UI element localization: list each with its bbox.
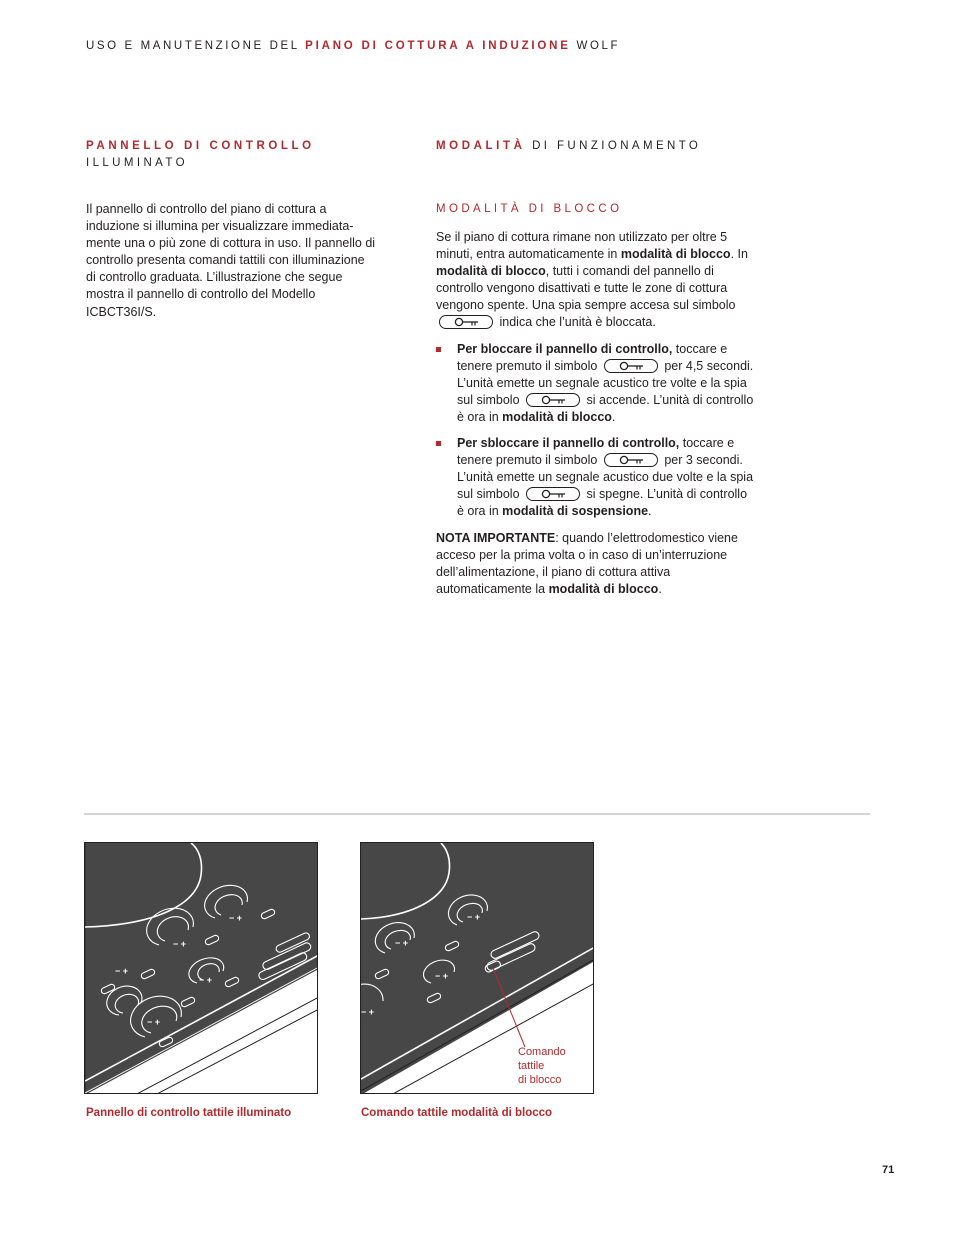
left-paragraph [86, 201, 416, 321]
right-body [436, 229, 754, 598]
cooktop-panel-drawing [85, 843, 318, 1094]
right-title-bold: MODALITÀ [436, 140, 526, 152]
page-number: 71 [882, 1164, 895, 1176]
steps-list [436, 341, 754, 521]
callout-line: di blocco [518, 1074, 562, 1086]
bullet-text: si accende. L’unità di controllo è ora in [457, 392, 754, 424]
lock-callout [518, 1045, 566, 1087]
bullet-square-icon [436, 441, 441, 446]
intro-text: indica che l’unità è bloccata. [499, 315, 656, 330]
right-section-title [436, 138, 701, 155]
note-bold: NOTA IMPORTANTE [436, 530, 556, 545]
callout-line: tattile [518, 1060, 545, 1072]
note-text: : quando l’elettrodomestico viene acceso per la prima volta o in caso di un’interruzione dell’alimentazione, il piano di cottura attiva automaticamente la [436, 530, 738, 596]
svg-text:− +: − + [147, 1017, 161, 1027]
left-title-bold: PANNELLO DI CONTROLLO [86, 140, 315, 152]
bullet-bold: modalità di blocco [502, 409, 612, 424]
list-item [436, 435, 754, 520]
intro-bold: modalità di blocco [620, 247, 731, 262]
bullet-bold: modalità di sospensione [502, 504, 649, 519]
key-lock-icon [604, 359, 658, 373]
left-line: ICBCT36I/S. [86, 304, 157, 319]
bullet-text: per 4,5 secondi. L’unità emette un segnale acustico tre volte e la spia sul simbolo [457, 358, 754, 407]
bullet-text: si spegne. L’unità di controllo è ora in [457, 487, 748, 519]
right-subtitle: MODALITÀ DI BLOCCO [436, 203, 623, 215]
figure1-caption: Pannello di controllo tattile illuminato [86, 1107, 292, 1119]
intro-text: Se il piano di cottura rimane non utilizzato per oltre 5 minuti, entra automaticamente in [436, 230, 728, 262]
key-lock-icon [604, 453, 658, 467]
intro-text: , tutti i comandi del pannello di controllo vengono disattivati e tutte le zone di cottura vengono spente. Una spia sempre accesa sul simbolo [436, 264, 736, 313]
bullet-bold: Per bloccare il pannello di controllo, [457, 341, 673, 356]
key-lock-icon [526, 487, 580, 501]
bullet-text: . [611, 409, 616, 424]
bullet-text: toccare e tenere premuto il simbolo [457, 341, 728, 373]
section-divider [84, 813, 870, 815]
bullet-text: per 3 secondi. L’unità emette un segnale acustico due volte e la spia sul simbolo [457, 453, 754, 502]
left-line: di controllo graduata. L’illustrazione che segue [86, 270, 343, 285]
note-paragraph [436, 530, 754, 598]
left-line: mostra il pannello di controllo del Modello [86, 287, 316, 302]
right-title-light: DI FUNZIONAMENTO [532, 140, 702, 152]
svg-text:− +: − + [435, 971, 449, 981]
svg-text:− +: − + [173, 939, 187, 949]
intro-text: . In [730, 247, 748, 262]
key-lock-icon [439, 315, 493, 329]
intro-paragraph [436, 229, 754, 332]
bullet-text: . [648, 504, 652, 519]
control-panel-illustration [84, 842, 318, 1094]
svg-text:− +: − + [467, 912, 481, 922]
svg-text:− +: − + [199, 975, 213, 985]
left-line: controllo presenta comandi tattili con illuminazione [86, 253, 365, 268]
note-bold: modalità di blocco [548, 581, 659, 596]
svg-text:− +: − + [361, 1007, 375, 1017]
note-text: . [658, 581, 662, 596]
list-item [436, 341, 754, 426]
left-line: Il pannello di controllo del piano di cottura a [86, 202, 327, 216]
svg-text:− +: − + [115, 966, 129, 976]
bullet-text: toccare e tenere premuto il simbolo [457, 436, 735, 468]
left-section-title [86, 138, 315, 172]
callout-line: Comando [518, 1046, 566, 1058]
intro-bold: modalità di blocco [436, 264, 546, 279]
figure2-caption: Comando tattile modalità di blocco [361, 1107, 553, 1119]
left-line: mente una o più zone di cottura in uso. Il pannello di [86, 236, 376, 251]
svg-text:− +: − + [229, 913, 243, 923]
left-title-light: ILLUMINATO [86, 157, 188, 169]
bullet-square-icon [436, 347, 441, 352]
bullet-bold: Per sbloccare il pannello di controllo, [457, 436, 680, 451]
running-header [86, 40, 620, 52]
left-line: induzione si illumina per visualizzare immediata- [86, 219, 354, 234]
header-prefix: USO E MANUTENZIONE DEL [86, 40, 300, 52]
header-suffix: WOLF [576, 40, 621, 52]
key-lock-icon [526, 393, 580, 407]
svg-text:− +: − + [395, 938, 409, 948]
header-highlight: PIANO DI COTTURA A INDUZIONE [305, 40, 571, 52]
